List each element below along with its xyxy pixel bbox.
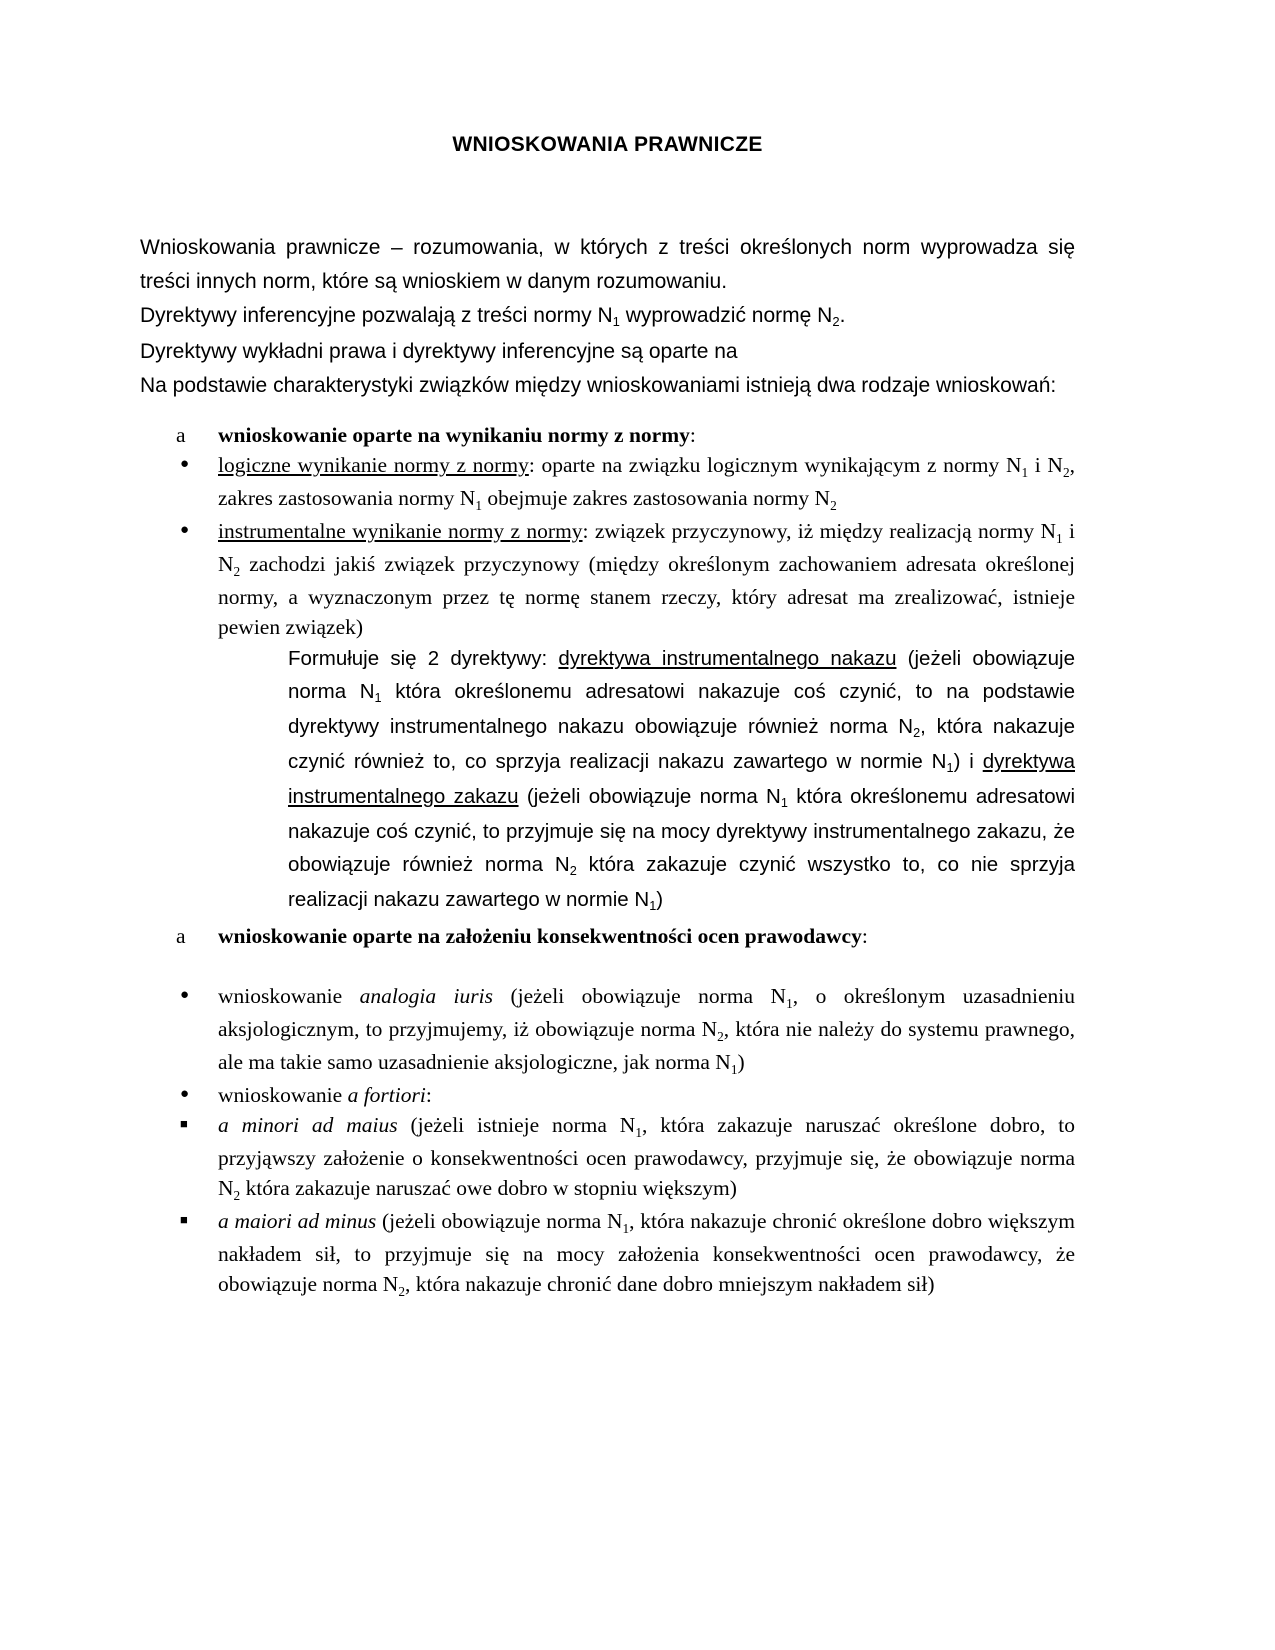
item-sub-1: 1 <box>786 995 793 1011</box>
item-text-1: : oparte na związku logicznym wynikającym z normy N <box>528 453 1022 478</box>
item-italic-term: a maiori ad minus <box>218 1209 377 1234</box>
item-text-3: , zakres zastosowania normy N <box>218 453 1075 511</box>
item-text-1: (jeżeli obowiązuje norma N <box>493 984 787 1009</box>
inner-text-a8: która zakazuje czynić wszystko to, co nie sprzyja realizacji nakazu zawartego w normie N <box>288 853 1075 912</box>
list-item-logiczne-wynikanie <box>176 450 1075 516</box>
list-item-a-fortiori <box>176 1080 1075 1110</box>
inner-underlined-nakaz: dyrektywa instrumentalnego nakazu <box>558 647 897 671</box>
square-bullet-icon: ■ <box>180 1116 188 1132</box>
section-two-heading <box>176 921 1075 951</box>
item-sub-2: 2 <box>1062 464 1070 480</box>
item-sub-2: 2 <box>233 1187 241 1203</box>
intro-p2-sub-1: 1 <box>612 314 620 330</box>
inner-sub-5: 2 <box>569 863 577 879</box>
item-text-2: , o określonym uzasadnieniu aksjologicznym, to przyjmujemy, iż obowiązuje norma N <box>218 984 1075 1042</box>
list-item-instrumentalne-wynikanie <box>176 516 1075 642</box>
item-italic-term: analogia iuris <box>359 984 493 1009</box>
inner-sub-3: 1 <box>946 760 954 776</box>
item-text-4: obejmuje zakres zastosowania normy N <box>482 486 831 511</box>
intro-block <box>140 231 1075 403</box>
item-italic-term: a minori ad maius <box>218 1113 398 1138</box>
intro-p2-text-c: . <box>839 304 846 328</box>
item-text-1: (jeżeli istnieje norma N <box>397 1113 636 1138</box>
item-text-2: i N <box>1028 453 1063 478</box>
inner-text-a1: Formułuje się 2 dyrektywy: <box>288 647 559 671</box>
bullet-icon: ● <box>180 987 190 1004</box>
intro-p2-text-a: Dyrektywy inferencyjne pozwalają z treści normy N <box>140 304 613 328</box>
bullet-icon: ● <box>180 522 190 539</box>
item-text-1: (jeżeli obowiązuje norma N <box>376 1209 623 1234</box>
section-one-heading-text: wnioskowanie oparte na wynikaniu normy z normy <box>218 423 690 448</box>
inner-sub-4: 1 <box>780 795 788 811</box>
item-sub-4: 2 <box>830 497 837 513</box>
section-one-heading <box>176 420 1075 450</box>
item-sub-3: 1 <box>475 497 482 513</box>
document-content <box>140 132 1075 1302</box>
intro-paragraph-4: Na podstawie charakterystyki związków między wnioskowaniami istnieją dwa rodzaje wnioskowań: <box>140 374 1057 398</box>
list-marker-a: a <box>176 924 186 949</box>
item-text-3: , która nakazuje chronić dane dobro mniejszym nakładem sił) <box>404 1272 935 1297</box>
list-item-a-maiori-ad-minus <box>176 1206 1075 1302</box>
item-text-3: zachodzi jakiś związek przyczynowy (między określonym zachowaniem adresata określonej normy, a wyznaczonym przez tę normę stanem rzeczy, który adresat ma zrealizować, istnieje pewien związek) <box>218 552 1075 640</box>
inner-text-a2: (jeżeli obowiązuje norma N <box>288 647 1075 704</box>
page-title: WNIOSKOWANIA PRAWNICZE <box>452 133 763 156</box>
bullet-icon: ● <box>180 456 190 473</box>
square-bullet-icon: ■ <box>180 1212 188 1228</box>
list-item-a-minori-ad-maius <box>176 1110 1075 1206</box>
spacer <box>140 951 1075 981</box>
item-underlined-term: logiczne wynikanie normy z normy <box>218 453 529 478</box>
intro-paragraph-1: Wnioskowania prawnicze – rozumowania, w których z treści określonych norm wyprowadza się treści innych norm, które są wnioskiem w danym rozumowaniu. <box>140 236 1075 294</box>
intro-paragraph-2 <box>140 299 1075 335</box>
section-two-heading-text: wnioskowanie oparte na założeniu konsekwentności ocen prawodawcy <box>218 924 862 949</box>
item-italic-term: a fortiori <box>347 1083 426 1108</box>
item-text-1: : związek przyczynowy, iż między realizacją normy N <box>582 519 1056 544</box>
item-text-4: ) <box>737 1050 745 1075</box>
inner-text-a4: , która nakazuje czynić również to, co sprzyja realizacji nakazu zawartego w normie N <box>288 715 1075 774</box>
inner-text-a7: która określonemu adresatowi nakazuje coś czynić, to przyjmuje się na mocy dyrektywy instrumentalnego zakazu, że obowiązuje również norma N <box>288 785 1075 877</box>
item-sub-2: 2 <box>398 1283 405 1299</box>
item-text-0: wnioskowanie <box>218 984 360 1009</box>
item-text-2: i N <box>218 519 1075 577</box>
inner-text-a9: ) <box>656 888 664 912</box>
section-one-heading-colon: : <box>689 423 696 448</box>
intro-p2-sub-2: 2 <box>832 314 840 330</box>
item-sub-2: 2 <box>717 1028 724 1044</box>
item-sub-1: 1 <box>635 1124 642 1140</box>
bullet-icon: ● <box>180 1086 190 1103</box>
item-sub-1: 1 <box>1056 530 1063 546</box>
intro-p2-text-b: wyprowadzić normę N <box>619 304 833 328</box>
item-underlined-term: instrumentalne wynikanie normy z normy <box>218 519 583 544</box>
list-item-analogia-iuris <box>176 981 1075 1080</box>
inner-text-a3: która określonemu adresatowi nakazuje coś czynić, to na podstawie dyrektywy instrumentalnego nakazu obowiązuje również norma N <box>288 680 1075 739</box>
item-text-2: , która nakazuje chronić określone dobro większym nakładem sił, to przyjmuje się na mocy założenia konsekwentności ocen prawodawcy, że obowiązuje norma N <box>218 1209 1075 1297</box>
item-text-3: , która nie należy do systemu prawnego, ale ma takie samo uzasadnienie aksjologiczne, jak norma N <box>218 1017 1075 1075</box>
inner-underlined-zakaz: dyrektywa instrumentalnego zakazu <box>288 750 1075 809</box>
inner-directives-block <box>288 642 1075 918</box>
intro-paragraph-3: Dyrektywy wykładni prawa i dyrektywy inferencyjne są oparte na <box>140 340 738 364</box>
inner-sub-1: 1 <box>374 690 382 706</box>
inner-sub-2: 2 <box>913 725 921 741</box>
item-sub-1: 1 <box>1021 464 1029 480</box>
inner-text-a6: (jeżeli obowiązuje norma N <box>518 785 781 809</box>
list-marker-a: a <box>176 423 186 448</box>
inner-text-a5: ) i <box>953 750 983 774</box>
item-text-0: wnioskowanie <box>218 1083 348 1108</box>
item-sub-3: 1 <box>730 1061 738 1077</box>
item-sub-2: 2 <box>233 563 241 579</box>
item-text-3: która zakazuje naruszać owe dobro w stopniu większym) <box>240 1176 737 1201</box>
section-two-heading-colon: : <box>861 924 868 949</box>
item-text-1: : <box>425 1083 432 1108</box>
item-text-2: , która zakazuje naruszać określone dobro, to przyjąwszy założenie o konsekwentności ocen prawodawcy, przyjmuje się, że obowiązuje norma N <box>218 1113 1076 1201</box>
spacer <box>140 403 1075 417</box>
inner-sub-6: 1 <box>649 898 657 914</box>
item-sub-1: 1 <box>622 1220 630 1236</box>
